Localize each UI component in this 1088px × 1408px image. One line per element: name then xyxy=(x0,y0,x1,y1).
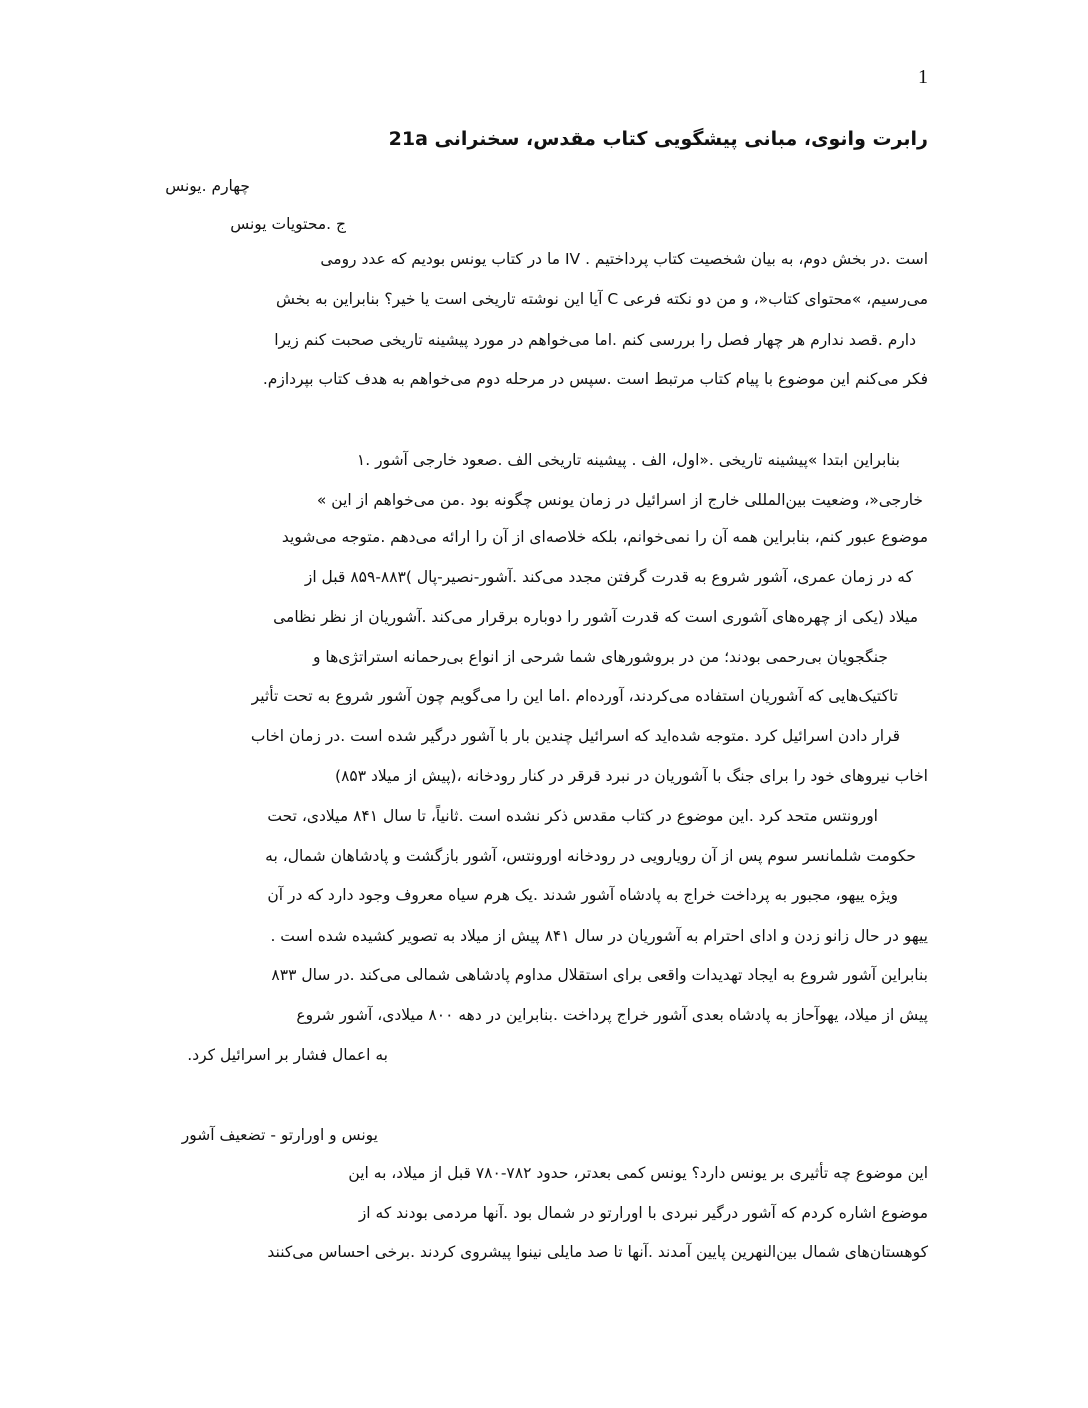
paragraph-line: میلاد (یکی از چهره‌های آشوری است که قدرت آشور را دوباره برقرار می‌کند .آشوریان از نظر نظامی xyxy=(273,608,918,626)
section-heading: چهارم .یونس xyxy=(165,177,250,195)
paragraph-line: می‌رسیم، »محتوای کتاب«، و من دو نکته فرعی C آیا این نوشته تاریخی است یا خیر؟ بنابراین به بخش xyxy=(275,290,928,308)
page-title: رابرت وانوی، مبانی پیشگویی کتاب مقدس، سخنرانی 21a xyxy=(388,128,928,150)
paragraph-line: خارجی«، وضعیت بین‌المللی خارج از اسرائیل در زمان یونس چگونه بود .من می‌خواهم از این » xyxy=(316,491,923,509)
paragraph-line: تاکتیک‌هایی که آشوریان استفاده می‌کردند، آورده‌ام .اما این را می‌گویم چون آشور شروع به تحت تأثیر xyxy=(251,687,898,705)
paragraph-line: ییهو در حال زانو زدن و ادای احترام به آشوریان در سال ۸۴۱ پیش از میلاد به تصویر کشیده شده است . xyxy=(270,927,928,945)
paragraph-line: به اعمال فشار بر اسرائیل کرد. xyxy=(187,1046,388,1064)
paragraph-line: پیش از میلاد، یهوآحاز به پادشاه بعدی آشور خراج پرداخت .بنابراین در دهه ۸۰۰ میلادی، آشور شروع xyxy=(296,1006,928,1024)
paragraph-line: دارم .قصد ندارم هر چهار فصل را بررسی کنم .اما می‌خواهم در مورد پیشینه تاریخی صحبت کنم زیرا xyxy=(274,331,916,349)
paragraph-line: موضوع اشاره کردم که آشور درگیر نبردی با اورارتو در شمال بود .آنها مردمی بودند که از xyxy=(358,1204,928,1222)
paragraph-line: که در زمان عمری، آشور شروع به قدرت گرفتن مجدد می‌کند .آشور-نصیر-پال )۸۸۳-۸۵۹ قبل از xyxy=(304,568,913,586)
subheading: یونس و اورارتو - تضعیف آشور xyxy=(181,1126,378,1144)
page-number: 1 xyxy=(918,66,928,88)
paragraph-line: بنابراین آشور شروع به ایجاد تهدیدات واقعی برای استقلال مداوم پادشاهی شمالی می‌کند .در سال ۸۳۳ xyxy=(271,966,928,984)
paragraph-line: ویژه ییهو، مجبور به پرداخت خراج به پادشاه آشور شدند .یک هرم سیاه معروف وجود دارد که در آن xyxy=(267,886,898,904)
paragraph-line: موضوع عبور کنم، بنابراین همه آن را نمی‌خوانم، بلکه خلاصه‌ای از آن را ارائه می‌دهم .متوجه می‌شوید xyxy=(281,528,928,546)
paragraph-line: این موضوع چه تأثیری بر یونس دارد؟ یونس کمی بعدتر، حدود ۷۸۲-۷۸۰ قبل از میلاد، به این xyxy=(348,1164,928,1182)
paragraph-line: اخاب نیروهای خود را برای جنگ با آشوریان در نبرد قرقر در کنار رودخانه ،(پیش از میلاد ۸۵۳) xyxy=(335,767,928,785)
paragraph-line: فکر می‌کنم این موضوع با پیام کتاب مرتبط است .سپس در مرحله دوم می‌خواهم به هدف کتاب بپردازم. xyxy=(262,370,928,388)
paragraph-line: جنگجویان بی‌رحمی بودند؛ من در بروشورهای شما شرحی از انواع بی‌رحمانه استراتژی‌ها و xyxy=(312,648,888,666)
paragraph-line: قرار دادن اسرائیل کرد .متوجه شده‌اید که اسرائیل چندین بار با آشور درگیر شده است .در زمان اخاب xyxy=(250,727,900,745)
paragraph-line: کوهستان‌های شمال بین‌النهرین پایین آمدند .آنها تا صد مایلی نینوا پیشروی کردند .برخی احساس می‌کنند xyxy=(267,1243,928,1261)
paragraph-line: است .در بخش دوم، به بیان شخصیت کتاب پرداختیم . IV ما در کتاب یونس بودیم که عدد رومی xyxy=(320,250,928,268)
subsection-heading: ج .محتویات یونس xyxy=(230,215,346,233)
paragraph-line: اورونتس متحد کرد .این موضوع در کتاب مقدس ذکر نشده است .ثانیاً، تا سال ۸۴۱ میلادی، تحت xyxy=(267,807,878,825)
paragraph-line: بنابراین ابتدا »پیشینه تاریخی .«اول، الف . پیشینه تاریخی الف .صعود خارجی آشور .۱ xyxy=(356,451,900,469)
paragraph-line: حکومت شلمانسر سوم پس از آن رویارویی در رودخانه اورونتس، آشور بازگشت و پادشاهان شمال، به xyxy=(265,847,916,865)
